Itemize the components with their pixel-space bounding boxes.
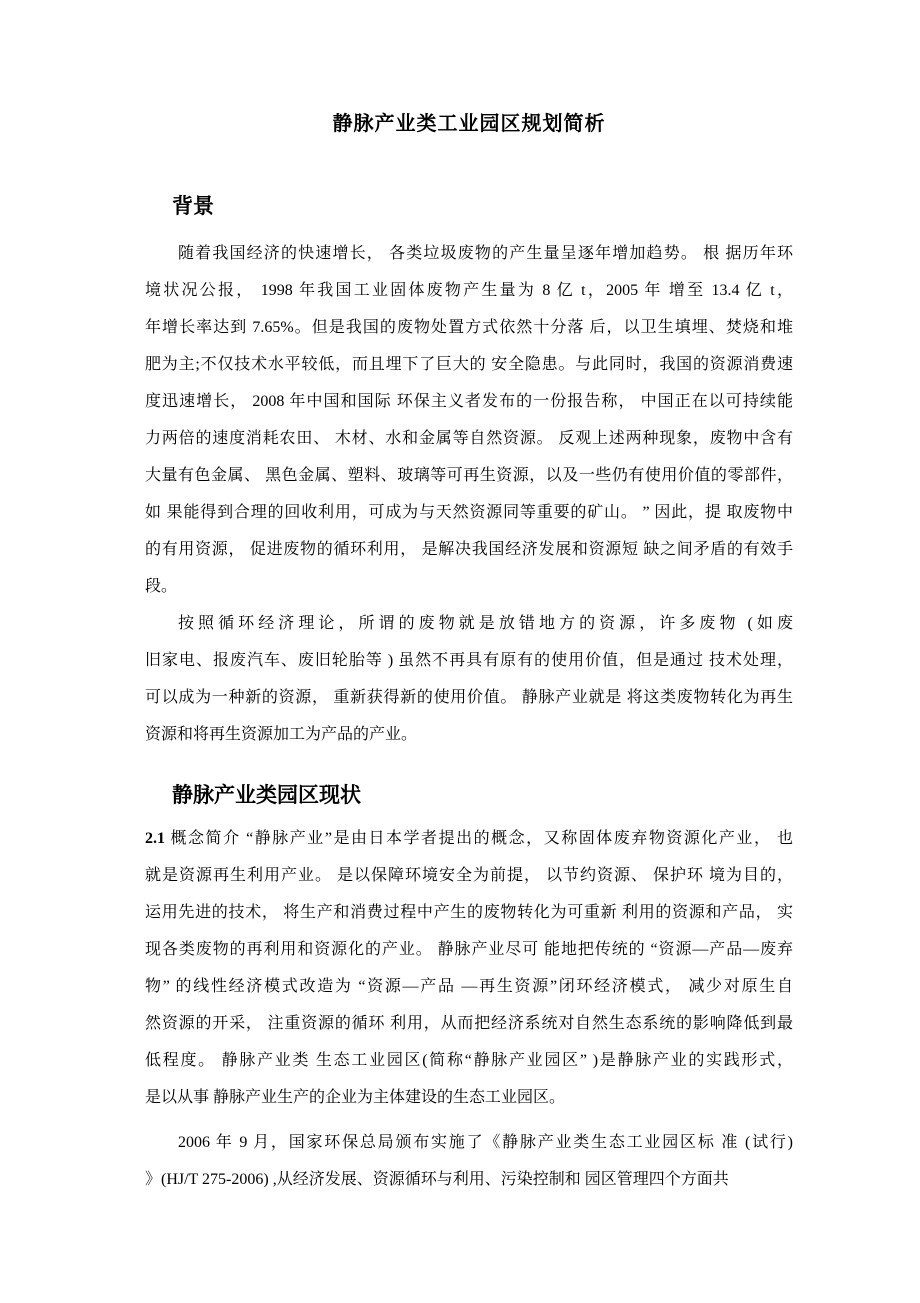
text-line: 年增长率达到 7.65%。但是我国的废物处置方式依然十分落 后，以卫生填埋、焚烧和堆 <box>145 319 793 336</box>
subsection-lead-text: 概念简介 “静脉产业”是由日本学者提出的概念，又称固体废弃物资源化产业， 也 <box>165 830 793 847</box>
text-line: 如 果能得到合理的回收利用，可成为与天然资源同等重要的矿山。 ” 因此，提 取废物中 <box>145 504 793 521</box>
text-line: 旧家电、报废汽车、废旧轮胎等 ) 虽然不再具有原有的使用价值，但是通过 技术处理， <box>145 652 793 669</box>
text-line: 现各类废物的再利用和资源化的产业。 静脉产业尽可 能地把传统的 “资源—产品—废弃 <box>145 941 793 958</box>
text-line: 按照循环经济理论，所谓的废物就是放错地方的资源，许多废物 (如废 <box>178 615 793 632</box>
text-line: 随着我国经济的快速增长， 各类垃圾废物的产生量呈逐年增加趋势。 根 据历年环 <box>178 245 793 262</box>
paragraph-concept <box>145 820 793 1116</box>
text-line: 》(HJ/T 275-2006) ,从经济发展、资源循环与利用、污染控制和 园区管理四个方面共 <box>145 1171 729 1188</box>
text-line: 2006 年 9 月，国家环保总局颁布实施了《静脉产业类生态工业园区标 准 (试行) <box>178 1134 793 1151</box>
paragraph-intro <box>145 235 793 605</box>
paragraph-circular-economy <box>145 605 793 753</box>
subsection-number: 2.1 <box>145 830 165 847</box>
text-line: 段。 <box>145 578 178 595</box>
text-line: 低程度。 静脉产业类 生态工业园区(简称“静脉产业园区” )是静脉产业的实践形式， <box>145 1052 793 1069</box>
text-line: 物” 的线性经济模式改造为 “资源—产品 —再生资源”闭环经济模式， 减少对原生自 <box>145 978 793 995</box>
text-line: 大量有色金属、 黑色金属、塑料、玻璃等可再生资源，以及一些仍有使用价值的零部件， <box>145 467 793 484</box>
text-line: 资源和将再生资源加工为产品的产业。 <box>145 726 418 743</box>
section-heading-park-status: 静脉产业类园区现状 <box>172 783 361 807</box>
text-line: 境状况公报， 1998 年我国工业固体废物产生量为 8 亿 t，2005 年 增至 13.4 亿 t， <box>145 282 793 299</box>
text-line: 力两倍的速度消耗农田、 木材、水和金属等自然资源。 反观上述两种现象，废物中含有 <box>145 430 793 447</box>
text-line <box>145 820 793 857</box>
section-heading-background: 背景 <box>172 194 214 218</box>
text-line: 是以从事 静脉产业生产的企业为主体建设的生态工业园区。 <box>145 1089 566 1106</box>
text-line: 然资源的开采， 注重资源的循环 利用，从而把经济系统对自然生态系统的影响降低到最 <box>145 1015 793 1032</box>
section-park-status <box>145 783 793 1198</box>
paragraph-standard <box>145 1124 793 1198</box>
text-line: 度迅速增长， 2008 年中国和国际 环保主义者发布的一份报告称， 中国正在以可持续能 <box>145 393 793 410</box>
text-line: 就是资源再生利用产业。 是以保障环境安全为前提， 以节约资源、 保护环 境为目的， <box>145 867 793 884</box>
text-line: 肥为主;不仅技术水平较低，而且埋下了巨大的 安全隐患。与此同时，我国的资源消费速 <box>145 356 793 373</box>
text-line: 的有用资源， 促进废物的循环利用， 是解决我国经济发展和资源短 缺之间矛盾的有效手 <box>145 541 793 558</box>
document-title: 静脉产业类工业园区规划简析 <box>332 113 606 135</box>
text-line: 可以成为一种新的资源， 重新获得新的使用价值。 静脉产业就是 将这类废物转化为再生 <box>145 689 793 706</box>
text-line: 运用先进的技术， 将生产和消费过程中产生的废物转化为可重新 利用的资源和产品， 实 <box>145 904 793 921</box>
section-background <box>145 194 793 753</box>
paragraph-concept-lines <box>145 857 793 1116</box>
